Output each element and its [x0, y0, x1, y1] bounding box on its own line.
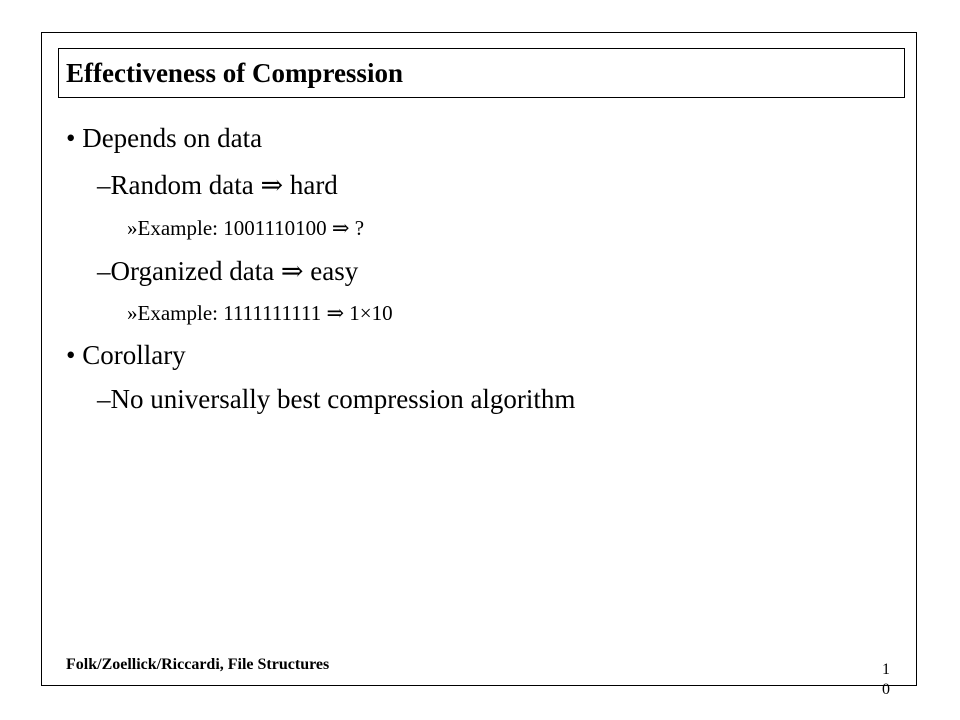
- bullet-corollary: • Corollary: [66, 340, 186, 370]
- sub-bullet-organized-data: –Organized data ⇒ easy: [97, 256, 359, 286]
- example-random-data: »Example: 1001110100 ⇒ ?: [127, 216, 365, 240]
- page-number-digit: 1: [882, 661, 890, 678]
- example-organized-data: »Example: 1111111111 ⇒ 1×10: [127, 301, 393, 325]
- sub-bullet-random-data: –Random data ⇒ hard: [97, 170, 338, 200]
- bullet-depends-on-data: • Depends on data: [66, 123, 263, 153]
- sub-bullet-no-best-algorithm: –No universally best compression algorithm: [97, 384, 576, 414]
- page-number-digit: 0: [882, 681, 890, 698]
- footer-citation: Folk/Zoellick/Riccardi, File Structures: [66, 656, 330, 673]
- title-box: [58, 48, 905, 98]
- page-number: [880, 660, 892, 700]
- slide-title: Effectiveness of Compression: [66, 58, 403, 88]
